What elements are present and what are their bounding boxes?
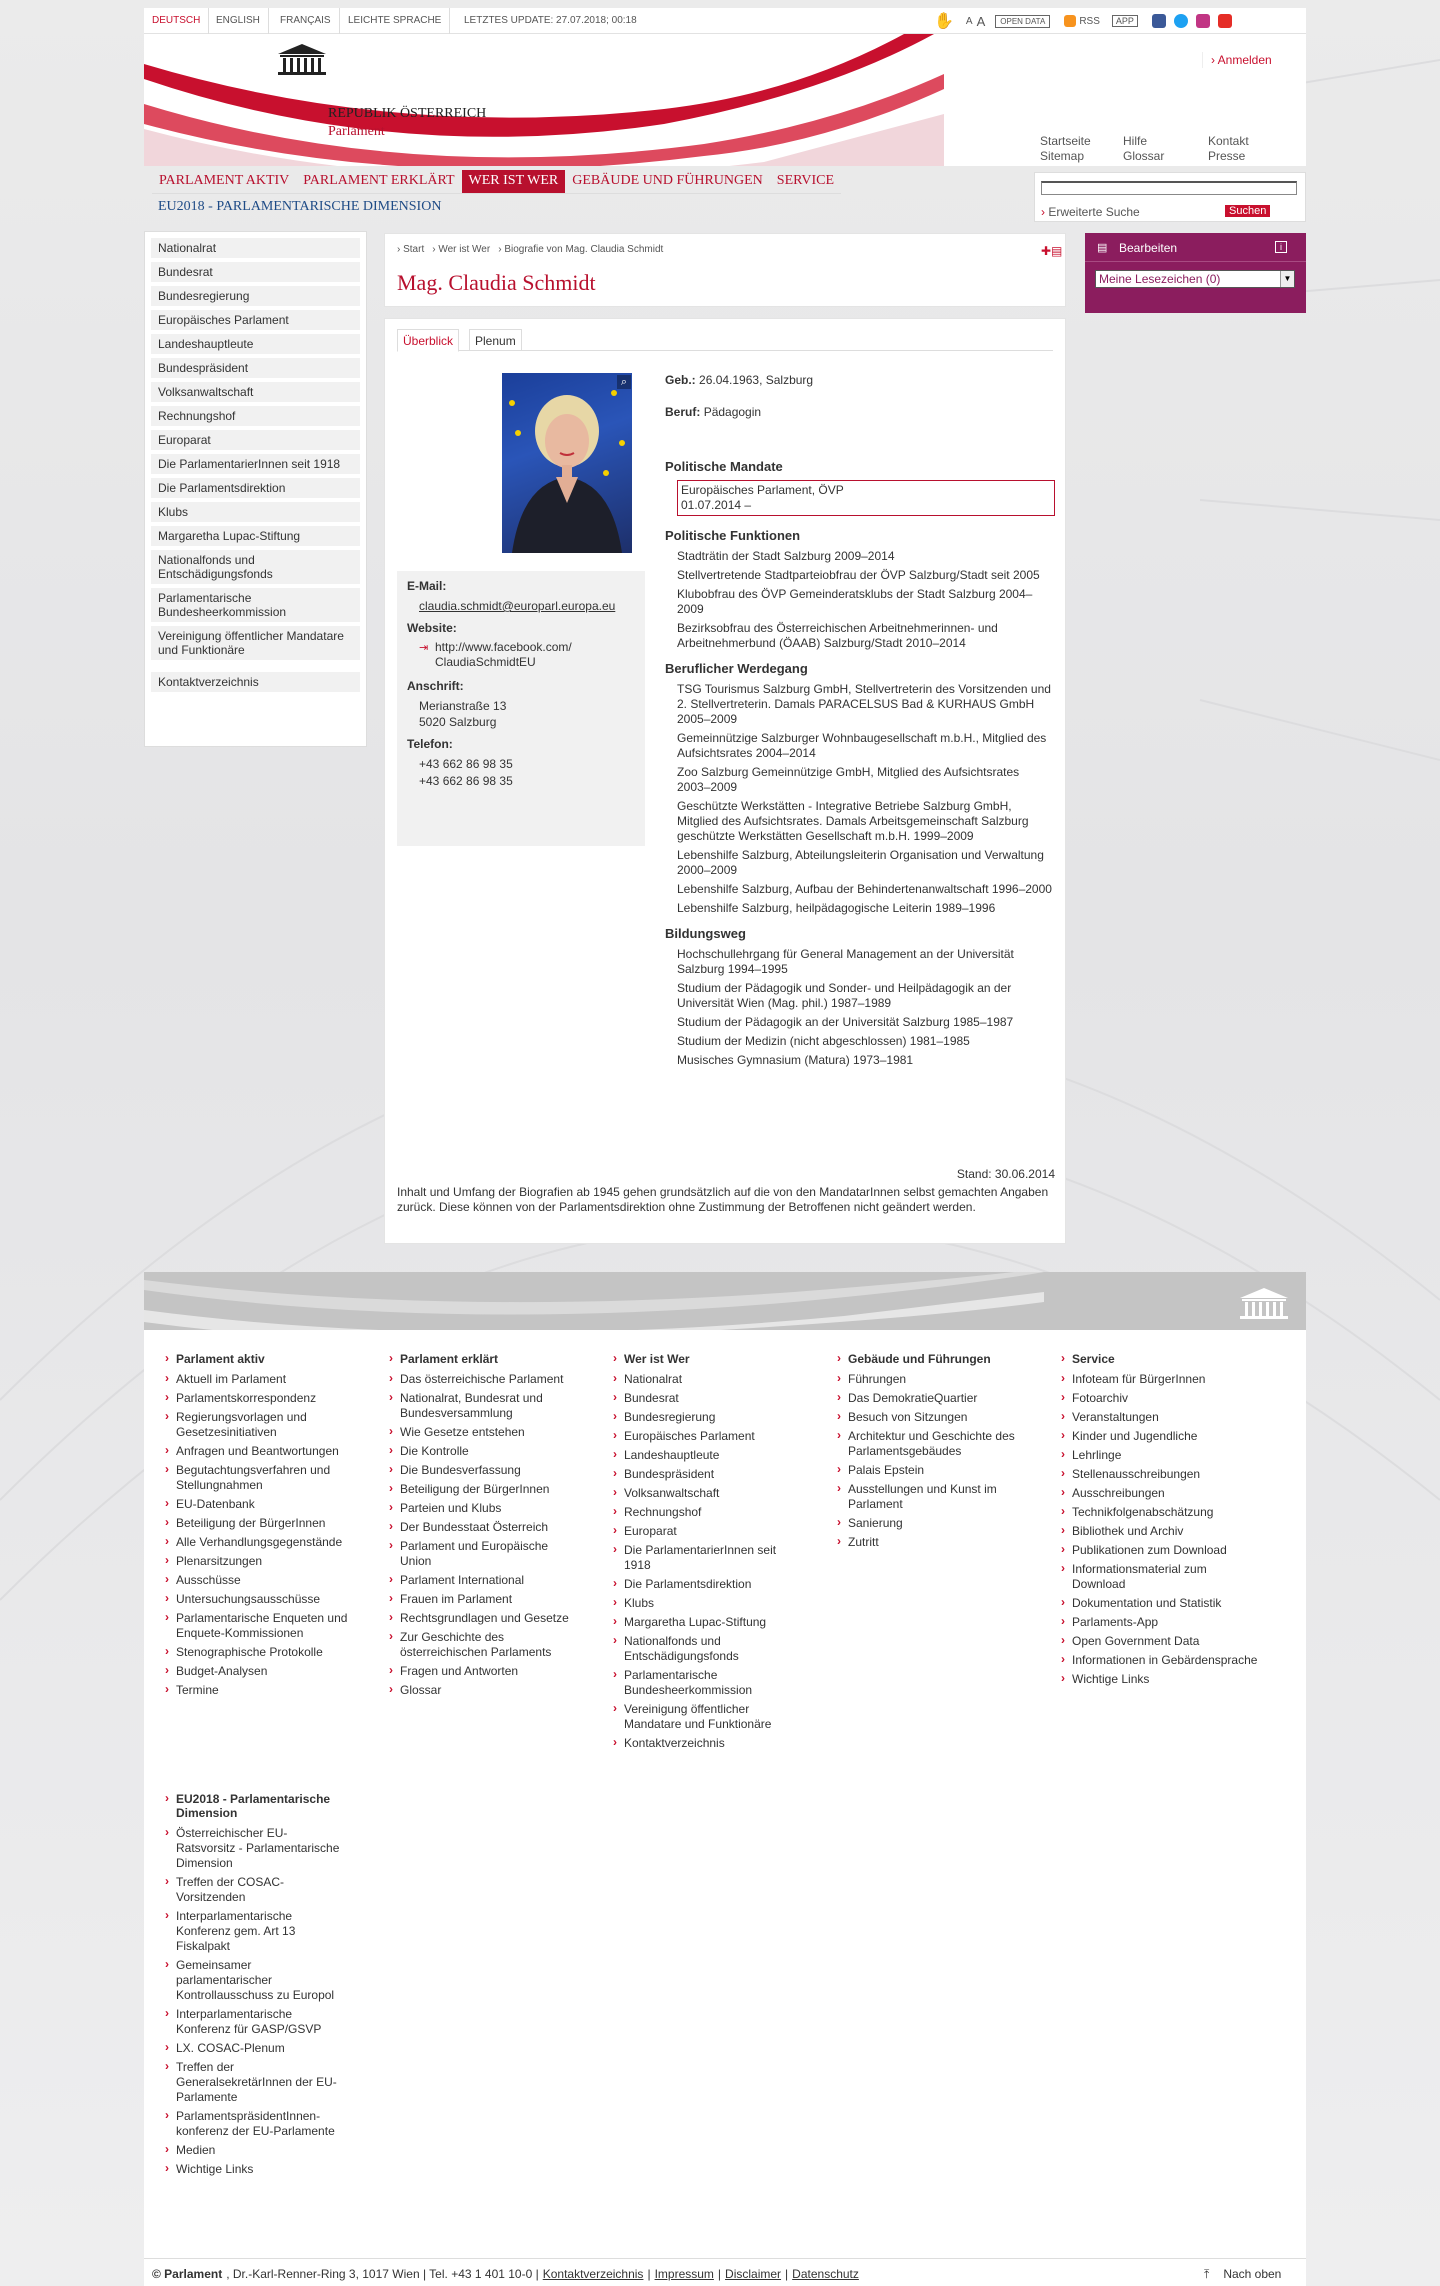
footer-link[interactable]: › Nationalfonds und Entschädigungsfonds <box>610 1634 800 1664</box>
content-header <box>384 233 1066 307</box>
sidebar-item[interactable]: Rechnungshof <box>151 406 360 426</box>
stand-date: Stand: 30.06.2014 <box>956 1167 1055 1181</box>
footer-link[interactable]: › Parlamentarische Enqueten und Enquete-Kommissionen <box>162 1611 352 1641</box>
search-button[interactable]: Suchen <box>1225 205 1270 217</box>
email-link[interactable]: claudia.schmidt@europarl.europa.eu <box>419 599 616 613</box>
footer-link[interactable]: › Informationsmaterial zum Download <box>1058 1562 1258 1592</box>
nav-parlament-aktiv[interactable]: PARLAMENT AKTIV <box>159 173 290 188</box>
header-links-col1 <box>1040 134 1091 164</box>
bookmark-panel <box>1085 233 1306 313</box>
sidebar-item[interactable]: Europarat <box>151 430 360 450</box>
footer-link[interactable]: › Europäisches Parlament <box>610 1429 800 1444</box>
footer-col-eu <box>162 1792 342 2181</box>
sidebar-item[interactable]: Vereinigung öffentlicher Mandatare und Funktionäre <box>151 626 360 660</box>
copyright-address: , Dr.-Karl-Renner-Ring 3, 1017 Wien | Tel. +43 1 401 10-0 | <box>226 2267 539 2281</box>
tab-bar <box>397 329 1053 351</box>
footer-link[interactable]: › Alle Verhandlungsgegenstände <box>162 1535 352 1550</box>
arrow-right-icon: › <box>1211 53 1218 67</box>
footer-link[interactable]: › Bundesrat <box>610 1391 800 1406</box>
footer-col <box>162 1352 352 1702</box>
function-item: Klubobfrau des ÖVP Gemeinderatsklubs der Stadt Salzburg 2004–2009 <box>677 587 1033 616</box>
footer-link[interactable]: › Bundesregierung <box>610 1410 800 1425</box>
footer-link[interactable]: › Beteiligung der BürgerInnen <box>386 1482 576 1497</box>
footer-link[interactable]: › Ausstellungen und Kunst im Parlament <box>834 1482 1024 1512</box>
footer-link[interactable]: › Wichtige Links <box>1058 1672 1258 1687</box>
career-item: Gemeinnützige Salzburger Wohnbaugesellschaft m.b.H., Mitglied des Aufsichtsrates 2004–2014 <box>677 731 1047 760</box>
sidebar-item[interactable]: Die Parlamentsdirektion <box>151 478 360 498</box>
footer-link[interactable]: › Ausschreibungen <box>1058 1486 1258 1501</box>
sidebar-item[interactable]: Bundesregierung <box>151 286 360 306</box>
footer-link[interactable]: › Anfragen und Beantwortungen <box>162 1444 352 1459</box>
footer-link[interactable]: › Zur Geschichte des österreichischen Parlaments <box>386 1630 576 1660</box>
disclaimer-text: Inhalt und Umfang der Biografien ab 1945 gehen grundsätzlich auf die von den MandatarInnen selbst gemachten Angaben zurück. Diese können von der Parlamentsdirektion ohne Zustimmung der Betroffenen nicht geändert werden. <box>397 1185 1049 1214</box>
footer-link[interactable]: › Frauen im Parlament <box>386 1592 576 1607</box>
career-item: TSG Tourismus Salzburg GmbH, Stellvertreterin des Vorsitzenden und 2. Stellvertreterin. Damals PARACELSUS Bad & KURHAUS GmbH 2005–2009 <box>677 682 1051 726</box>
footer-col <box>610 1352 800 1755</box>
sidebar-item[interactable]: Bundespräsident <box>151 358 360 378</box>
phone-1[interactable]: +43 662 86 98 35 <box>419 757 513 771</box>
footer-link[interactable]: › Nationalrat, Bundesrat und Bundesversammlung <box>386 1391 576 1421</box>
footer-col-title[interactable]: › Gebäude und Führungen <box>834 1352 1024 1366</box>
career-item: Lebenshilfe Salzburg, Aufbau der Behindertenanwaltschaft 1996–2000 <box>677 882 1052 896</box>
footer-link[interactable]: › Österreichischer EU-Ratsvorsitz - Parlamentarische Dimension <box>162 1826 342 1871</box>
footer-link[interactable]: › Parlaments-App <box>1058 1615 1258 1630</box>
footer-col <box>1058 1352 1258 1691</box>
footer-link[interactable]: › Margaretha Lupac-Stiftung <box>610 1615 800 1630</box>
footer-link[interactable]: › Bundespräsident <box>610 1467 800 1482</box>
page-title: Mag. Claudia Schmidt <box>397 270 596 295</box>
info-icon[interactable]: i <box>1275 241 1287 253</box>
breadcrumb-start-label: Start <box>403 244 425 255</box>
font-small-button[interactable]: A <box>965 15 973 27</box>
kontakt-link[interactable]: Kontakt <box>1208 134 1249 148</box>
portrait-photo[interactable] <box>502 373 632 553</box>
font-large-button[interactable]: A <box>976 13 986 29</box>
footer-link[interactable]: › Die Parlamentsdirektion <box>610 1577 800 1592</box>
lang-francais[interactable]: FRANÇAIS <box>272 8 340 34</box>
footer-link[interactable]: › Treffen der GeneralsekretärInnen der EU-Parlamente <box>162 2060 342 2105</box>
startseite-link[interactable]: Startseite <box>1040 134 1091 148</box>
footer-link[interactable]: › Nationalrat <box>610 1372 800 1387</box>
header-links-col2 <box>1123 134 1164 164</box>
topbar-tools <box>934 12 1232 30</box>
phone-2[interactable]: +43 662 86 98 35 <box>419 774 513 788</box>
nav-gebaeude-fuehrungen[interactable]: GEBÄUDE UND FÜHRUNGEN <box>572 173 763 188</box>
logo-line2[interactable]: Parlament <box>328 124 385 139</box>
footer-link[interactable]: › Wie Gesetze entstehen <box>386 1425 576 1440</box>
career-item: Lebenshilfe Salzburg, heilpädagogische Leiterin 1989–1996 <box>677 901 996 915</box>
breadcrumb-start[interactable]: › Start <box>397 244 425 255</box>
footer-col-title[interactable]: › Service <box>1058 1352 1258 1366</box>
chevron-down-icon: ▼ <box>1280 271 1294 287</box>
footer-link[interactable]: › Parlament International <box>386 1573 576 1588</box>
sidebar-item[interactable]: Landeshauptleute <box>151 334 360 354</box>
subnav-eu2018[interactable]: EU2018 - PARLAMENTARISCHE DIMENSION <box>158 199 442 214</box>
bio-row <box>665 373 1055 387</box>
education-item: Hochschullehrgang für General Management an der Universität Salzburg 1994–1995 <box>677 947 1014 976</box>
footer-link[interactable]: › Der Bundesstaat Österreich <box>386 1520 576 1535</box>
twitter-icon[interactable] <box>1174 14 1188 28</box>
address-label: Anschrift: <box>407 679 464 693</box>
link-datenschutz[interactable]: Datenschutz <box>792 2267 859 2281</box>
section-title-mandate: Politische Mandate <box>665 459 783 474</box>
footer-link[interactable]: › Termine <box>162 1683 352 1698</box>
footer-link[interactable]: › Dokumentation und Statistik <box>1058 1596 1258 1611</box>
breadcrumb-wer-ist-wer[interactable]: › Wer ist Wer <box>432 244 491 255</box>
sidebar-item[interactable]: Europäisches Parlament <box>151 310 360 330</box>
footer-link[interactable]: › Budget-Analysen <box>162 1664 352 1679</box>
mandate-box <box>677 480 1055 516</box>
footer-logo-icon[interactable] <box>1236 1286 1292 1323</box>
footer-link[interactable]: › Technikfolgenabschätzung <box>1058 1505 1258 1520</box>
footer-link[interactable]: › Klubs <box>610 1596 800 1611</box>
arrow-up-icon: ⤒ <box>1204 2267 1210 2281</box>
footer-link[interactable]: › Infoteam für BürgerInnen <box>1058 1372 1258 1387</box>
footer-link[interactable]: › Rechnungshof <box>610 1505 800 1520</box>
footer-link[interactable]: › Palais Epstein <box>834 1463 1024 1478</box>
last-update: LETZTES UPDATE: 27.07.2018; 00:18 <box>464 15 637 26</box>
bookmark-select-value: Meine Lesezeichen (0) <box>1099 272 1221 286</box>
separator: | <box>717 2267 722 2281</box>
footer-link[interactable]: › Interparlamentarische Konferenz für GASP/GSVP <box>162 2007 342 2037</box>
sidebar-item[interactable]: Kontaktverzeichnis <box>151 672 360 692</box>
footer-link[interactable]: › Publikationen zum Download <box>1058 1543 1258 1558</box>
sidebar-item[interactable]: Nationalrat <box>151 238 360 258</box>
section-title-career: Beruflicher Werdegang <box>665 661 808 676</box>
footer-link[interactable]: › Die Bundesverfassung <box>386 1463 576 1478</box>
footer-link[interactable]: › Treffen der COSAC-Vorsitzenden <box>162 1875 342 1905</box>
footer-link[interactable]: › Bibliothek und Archiv <box>1058 1524 1258 1539</box>
sidebar-item[interactable]: Klubs <box>151 502 360 522</box>
footer-link[interactable]: › Parlamentskorrespondenz <box>162 1391 352 1406</box>
footer-link[interactable]: › Vereinigung öffentlicher Mandatare und Funktionäre <box>610 1702 800 1732</box>
youtube-icon[interactable] <box>1218 14 1232 28</box>
footer-link[interactable]: › Veranstaltungen <box>1058 1410 1258 1425</box>
footer-swoosh <box>144 1272 1306 1330</box>
search-box <box>1034 172 1306 222</box>
footer-link[interactable]: › Stellenausschreibungen <box>1058 1467 1258 1482</box>
section-title-education: Bildungsweg <box>665 926 746 941</box>
mandate-line: Europäisches Parlament, ÖVP <box>681 483 844 497</box>
footer-link[interactable]: › Regierungsvorlagen und Gesetzesinitiativen <box>162 1410 352 1440</box>
nav-service[interactable]: SERVICE <box>776 173 835 188</box>
bio-row-label: Geb.: <box>665 373 696 387</box>
contact-box <box>397 571 645 846</box>
back-to-top-label: Nach oben <box>1223 2267 1282 2281</box>
main-nav <box>152 170 841 194</box>
phone-label: Telefon: <box>407 737 453 751</box>
footer-link[interactable]: › Informationen in Gebärdensprache <box>1058 1653 1258 1668</box>
function-item: Bezirksobfrau des Österreichischen Arbeitnehmerinnen- und Arbeitnehmerbund (ÖAAB) Salzburg/Stadt 2010–2014 <box>677 621 998 650</box>
footer-col-title[interactable]: › EU2018 - Parlamentarische Dimension <box>162 1792 342 1820</box>
footer-link[interactable]: › Aktuell im Parlament <box>162 1372 352 1387</box>
footer-link[interactable]: › Stenographische Protokolle <box>162 1645 352 1660</box>
sidebar-item[interactable]: Bundesrat <box>151 262 360 282</box>
hilfe-link[interactable]: Hilfe <box>1123 134 1148 148</box>
footer-link[interactable]: › Fotoarchiv <box>1058 1391 1258 1406</box>
footer-col <box>834 1352 1024 1554</box>
section-title-function: Politische Funktionen <box>665 528 801 543</box>
separator: | <box>647 2267 651 2281</box>
copyright-line <box>152 2267 859 2281</box>
header-links-col3 <box>1208 134 1249 164</box>
footer-link[interactable]: › Ausschüsse <box>162 1573 352 1588</box>
tab-ueberblick[interactable]: Überblick <box>397 329 459 352</box>
sitemap-link[interactable]: Sitemap <box>1040 149 1085 163</box>
footer-link[interactable]: › Open Government Data <box>1058 1634 1258 1649</box>
footer-link[interactable]: › Die Kontrolle <box>386 1444 576 1459</box>
bio-row-label: Beruf: <box>665 405 701 419</box>
footer-link[interactable]: › Wichtige Links <box>162 2162 342 2177</box>
copyright-bar <box>144 2258 1306 2286</box>
mandate-line: 01.07.2014 – <box>681 498 752 512</box>
logo-line1[interactable]: REPUBLIK ÖSTERREICH <box>328 106 487 121</box>
footer-link[interactable]: › Interparlamentarische Konferenz gem. Art 13 Fiskalpakt <box>162 1909 342 1954</box>
footer-link[interactable]: › Glossar <box>386 1683 576 1698</box>
separator: | <box>785 2267 789 2281</box>
facebook-icon[interactable] <box>1152 14 1166 28</box>
footer-link[interactable]: › ParlamentspräsidentInnen-konferenz der EU-Parlamente <box>162 2109 342 2139</box>
footer-col-title[interactable]: › Wer ist Wer <box>610 1352 800 1366</box>
rss-icon[interactable] <box>1064 15 1076 27</box>
link-kontaktverzeichnis[interactable]: Kontaktverzeichnis <box>542 2267 644 2281</box>
lang-leichte-sprache[interactable]: LEICHTE SPRACHE <box>340 8 450 34</box>
footer-link[interactable]: › Beteiligung der BürgerInnen <box>162 1516 352 1531</box>
lang-english[interactable]: ENGLISH <box>208 8 269 34</box>
footer-link[interactable]: › Besuch von Sitzungen <box>834 1410 1024 1425</box>
footer-link[interactable]: › Parlamentarische Bundesheerkommission <box>610 1668 800 1698</box>
nav-wer-ist-wer[interactable]: WER IST WER <box>462 170 566 193</box>
glossar-link[interactable]: Glossar <box>1123 149 1165 163</box>
advanced-search-link[interactable] <box>1041 205 1140 219</box>
bio-section <box>665 373 1055 1078</box>
content-main <box>384 318 1066 1244</box>
footer-link[interactable]: › Architektur und Geschichte des Parlamentsgebäudes <box>834 1429 1024 1459</box>
instagram-icon[interactable] <box>1196 14 1210 28</box>
education-item: Studium der Medizin (nicht abgeschlossen) 1981–1985 <box>677 1034 970 1048</box>
arrow-right-icon: › <box>1041 205 1049 219</box>
footer-link[interactable]: › Parteien und Klubs <box>386 1501 576 1516</box>
edit-icon: ▤ <box>1097 242 1108 254</box>
footer-link[interactable]: › Das österreichische Parlament <box>386 1372 576 1387</box>
sidebar-item[interactable]: Nationalfonds und Entschädigungsfonds <box>151 550 360 584</box>
portrait-image <box>502 373 632 553</box>
back-to-top-link[interactable] <box>1204 2267 1281 2282</box>
footer-link[interactable]: › Zutritt <box>834 1535 1024 1550</box>
login-link[interactable] <box>1202 52 1280 68</box>
sign-language-icon[interactable]: ✋ <box>934 13 954 30</box>
footer-col-title[interactable]: › Parlament aktiv <box>162 1352 352 1366</box>
search-input[interactable] <box>1041 181 1297 195</box>
footer-link[interactable]: › Gemeinsamer parlamentarischer Kontrollausschuss zu Europol <box>162 1958 342 2003</box>
function-item: Stellvertretende Stadtparteiobfrau der ÖVP Salzburg/Stadt seit 2005 <box>677 568 1040 582</box>
copyright-brand: © Parlament <box>152 2267 223 2281</box>
site-header <box>144 34 1306 166</box>
bio-row-value: 26.04.1963, Salzburg <box>699 373 814 387</box>
footer-link[interactable]: › Sanierung <box>834 1516 1024 1531</box>
top-bar <box>144 8 1306 34</box>
sidebar-item[interactable]: Parlamentarische Bundesheerkommission <box>151 588 360 622</box>
footer-link[interactable]: › Parlament und Europäische Union <box>386 1539 576 1569</box>
panel-divider <box>1085 261 1306 262</box>
career-item: Lebenshilfe Salzburg, Abteilungsleiterin Organisation und Verwaltung 2000–2009 <box>677 848 1044 877</box>
open-data-badge[interactable]: OPEN DATA <box>995 15 1050 28</box>
education-item: Studium der Pädagogik an der Universität Salzburg 1985–1987 <box>677 1015 1014 1029</box>
footer-link[interactable]: › LX. COSAC-Plenum <box>162 2041 342 2056</box>
sidebar-item[interactable]: Volksanwaltschaft <box>151 382 360 402</box>
footer-col <box>386 1352 576 1702</box>
footer-col-title[interactable]: › Parlament erklärt <box>386 1352 576 1366</box>
login-label: Anmelden <box>1217 53 1272 67</box>
career-item: Geschützte Werkstätten - Integrative Betriebe Salzburg GmbH, Mitglied des Aufsichtsrates. Damals Arbeitsgemeinschaft Salzburg geschützte Werkstätten Gesellschaft m.b.H. 1999–2009 <box>677 799 1029 843</box>
footer-link[interactable]: › Begutachtungsverfahren und Stellungnahmen <box>162 1463 352 1493</box>
footer-link[interactable]: › Untersuchungsausschüsse <box>162 1592 352 1607</box>
presse-link[interactable]: Presse <box>1208 149 1246 163</box>
function-item: Stadträtin der Stadt Salzburg 2009–2014 <box>677 549 895 563</box>
education-item: Musisches Gymnasium (Matura) 1973–1981 <box>677 1053 914 1067</box>
link-impressum[interactable]: Impressum <box>654 2267 714 2281</box>
address-city: 5020 Salzburg <box>419 715 497 729</box>
bookmark-add-icon[interactable]: ✚▤ <box>1041 244 1063 258</box>
career-item: Zoo Salzburg Gemeinnützige GmbH, Mitglied des Aufsichtsrates 2003–2009 <box>677 765 1020 794</box>
zoom-icon[interactable]: ⌕ <box>617 375 631 389</box>
footer-link[interactable]: › Kinder und Jugendliche <box>1058 1429 1258 1444</box>
footer-link[interactable]: › Führungen <box>834 1372 1024 1387</box>
footer-link[interactable]: › Volksanwaltschaft <box>610 1486 800 1501</box>
parliament-logo-icon[interactable] <box>274 42 330 79</box>
footer-link[interactable]: › Das DemokratieQuartier <box>834 1391 1024 1406</box>
sidebar-item[interactable]: Die ParlamentarierInnen seit 1918 <box>151 454 360 474</box>
lang-deutsch[interactable]: DEUTSCH <box>144 8 209 34</box>
sidebar-item[interactable]: Margaretha Lupac-Stiftung <box>151 526 360 546</box>
nav-parlament-erklaert[interactable]: PARLAMENT ERKLÄRT <box>303 173 455 188</box>
email-label: E-Mail: <box>407 579 447 593</box>
footer-link[interactable]: › Lehrlinge <box>1058 1448 1258 1463</box>
bookmark-panel-title[interactable]: Bearbeiten <box>1119 241 1178 255</box>
breadcrumb-current-label: Biografie von Mag. Claudia Schmidt <box>504 244 664 255</box>
bio-row-value: Pädagogin <box>703 405 762 419</box>
bookmark-select[interactable] <box>1095 270 1295 288</box>
tab-plenum[interactable]: Plenum <box>469 329 522 351</box>
breadcrumb <box>397 244 663 255</box>
advanced-search-label: Erweiterte Suche <box>1048 205 1140 219</box>
footer-header <box>144 1272 1306 1330</box>
website-link[interactable]: http://www.facebook.com/ ClaudiaSchmidtEU <box>435 640 572 669</box>
footer-link[interactable]: › Landeshauptleute <box>610 1448 800 1463</box>
footer-link[interactable]: › Die ParlamentarierInnen seit 1918 <box>610 1543 800 1573</box>
footer-link[interactable]: › Europarat <box>610 1524 800 1539</box>
app-badge[interactable]: APP <box>1112 15 1138 27</box>
breadcrumb-wer-label: Wer ist Wer <box>438 244 491 255</box>
footer-link[interactable]: › EU-Datenbank <box>162 1497 352 1512</box>
footer-link[interactable]: › Medien <box>162 2143 342 2158</box>
footer-link[interactable]: › Kontaktverzeichnis <box>610 1736 800 1751</box>
bio-row <box>665 405 1055 419</box>
link-disclaimer[interactable]: Disclaimer <box>725 2267 782 2281</box>
footer-link[interactable]: › Plenarsitzungen <box>162 1554 352 1569</box>
sidebar <box>144 231 367 747</box>
rss-link[interactable]: RSS <box>1079 15 1100 27</box>
footer-link[interactable]: › Fragen und Antworten <box>386 1664 576 1679</box>
address-street: Merianstraße 13 <box>419 699 507 713</box>
external-link-icon: ⇥ <box>419 642 429 654</box>
site-footer <box>144 1272 1306 2258</box>
website-label: Website: <box>407 621 457 635</box>
footer-link[interactable]: › Rechtsgrundlagen und Gesetze <box>386 1611 576 1626</box>
breadcrumb-current: › Biografie von Mag. Claudia Schmidt <box>498 244 664 255</box>
education-item: Studium der Pädagogik und Sonder- und Heilpädagogik an der Universität Wien (Mag. phil.) 1987–1989 <box>677 981 1012 1010</box>
